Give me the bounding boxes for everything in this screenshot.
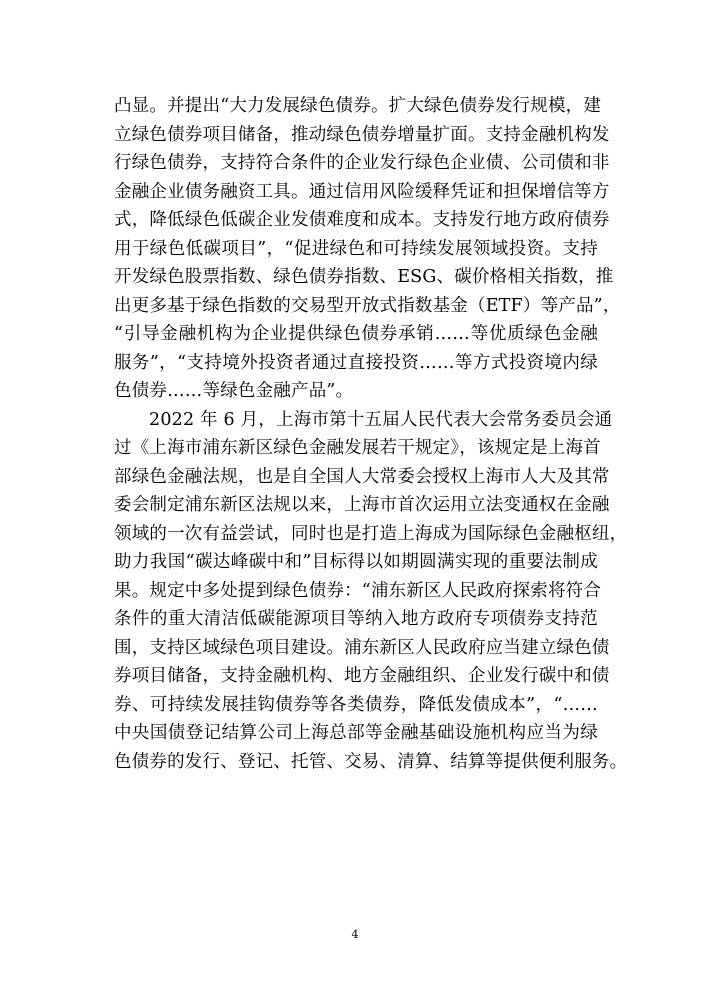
text-line: 金融企业债务融资工具。通过信用风险缓释凭证和担保增信等方 xyxy=(114,181,610,202)
text-line: 开发绿色股票指数、绿色债券指数、ESG、碳价格相关指数，推 xyxy=(114,267,614,287)
text-line: 券、可持续发展挂钩债券等各类债券，降低发债成本”，“…… xyxy=(114,694,598,715)
text-line: 委会制定浦东新区法规以来，上海市首次运用立法变通权在金融 xyxy=(114,495,610,515)
text-line: 色债券的发行、登记、托管、交易、清算、结算等提供便利服务。 xyxy=(114,751,628,772)
page-number: 4 xyxy=(351,928,359,941)
text-line: 助力我国“碳达峰碳中和”目标得以如期圆满实现的重要法制成 xyxy=(114,552,598,572)
body-text xyxy=(114,92,628,776)
text-line: 服务”，“支持境外投资者通过直接投资……等方式投资境内绿 xyxy=(114,352,598,373)
paragraph xyxy=(114,92,621,406)
text-line: 出更多基于绿色指数的交易型开放式指数基金（ETF）等产品”， xyxy=(114,295,621,316)
text-line: 色债券……等绿色金融产品”。 xyxy=(114,381,354,401)
text-line: 部绿色金融法规，也是自全国人大常委会授权上海市人大及其常 xyxy=(114,466,610,487)
text-line: 围，支持区域绿色项目建设。浦东新区人民政府应当建立绿色债 xyxy=(114,637,610,658)
text-line: 券项目储备，支持金融机构、地方金融组织、企业发行碳中和债 xyxy=(114,666,610,686)
text-line: 领域的一次有益尝试，同时也是打造上海成为国际绿色金融枢纽， xyxy=(114,523,628,544)
text-line: 立绿色债券项目储备，推动绿色债券增量扩面。支持金融机构发 xyxy=(114,124,610,145)
text-line: 2022 年 6 月，上海市第十五届人民代表大会常务委员会通 xyxy=(149,409,613,430)
text-line: 行绿色债券，支持符合条件的企业发行绿色企业债、公司债和非 xyxy=(114,153,610,173)
text-line: “引导金融机构为企业提供绿色债券承销……等优质绿色金融 xyxy=(114,324,598,344)
text-line: 用于绿色低碳项目”，“促进绿色和可持续发展领域投资。支持 xyxy=(114,238,598,259)
paragraph xyxy=(114,406,628,777)
text-line: 式，降低绿色低碳企业发债难度和成本。支持发行地方政府债券 xyxy=(114,210,610,230)
text-line: 凸显。并提出“大力发展绿色债券。扩大绿色债券发行规模，建 xyxy=(114,96,602,116)
text-line: 果。规定中多处提到绿色债券：“浦东新区人民政府探索将符合 xyxy=(114,580,602,601)
text-line: 过《上海市浦东新区绿色金融发展若干规定》，该规定是上海首 xyxy=(114,438,601,458)
text-line: 中央国债登记结算公司上海总部等金融基础设施机构应当为绿 xyxy=(114,723,598,743)
text-line: 条件的重大清洁低碳能源项目等纳入地方政府专项债券支持范 xyxy=(114,609,598,629)
